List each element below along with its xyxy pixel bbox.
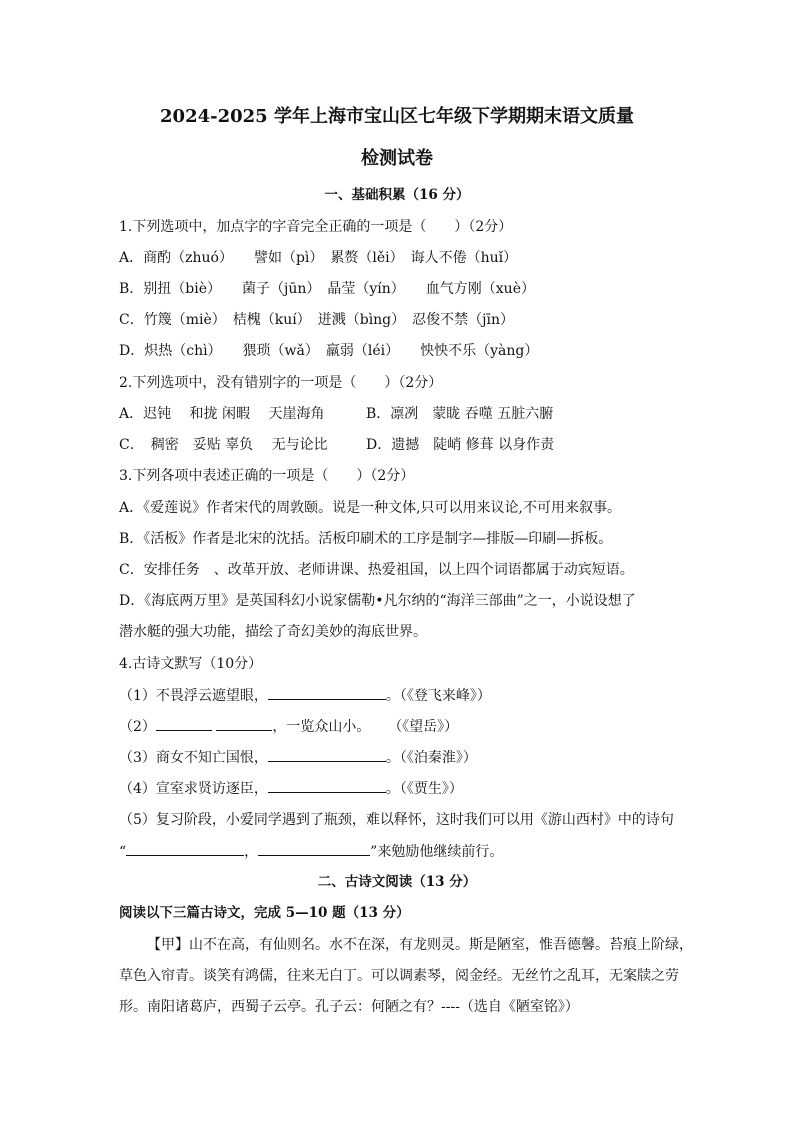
item-2-text: （2）	[119, 719, 156, 735]
item-5-tail: ”来勉励他继续前行。	[370, 844, 504, 860]
answer-blank[interactable]	[216, 716, 272, 731]
question-4-item-1	[119, 685, 491, 706]
passage-line-1: 【甲】山不在高，有仙则名。水不在深，有龙则灵。斯是陋室，惟吾德馨。苔痕上阶绿，	[147, 937, 693, 953]
item-2-line: ，一览众山小。	[272, 719, 371, 735]
item-1-source: 。（《登飞来峰》）	[385, 688, 491, 704]
exam-title-line2: 检测试卷	[361, 148, 433, 169]
question-2-option-c: C． 稠密 妥贴 辜负 无与论比	[119, 437, 328, 453]
item-1-text: （1）不畏浮云遮望眼，	[119, 688, 268, 704]
question-4-item-4	[119, 778, 463, 799]
question-4-stem: 4.古诗文默写（10分）	[119, 656, 263, 672]
item-4-text: （4）宣室求贤访逐臣，	[119, 781, 268, 797]
question-3-option-d: D．《海底两万里》是英国科幻小说家儒勒•凡尔纳的“海洋三部曲”之一，小说设想了	[119, 593, 636, 609]
question-4-item-3	[119, 747, 477, 768]
answer-blank[interactable]	[126, 841, 244, 856]
item-4-source: 。（《贾生》）	[385, 781, 463, 797]
question-1-option-a: A．商酌（zhuó） 譬如（pì） 累赘（lěi） 诲人不倦（huǐ）	[119, 250, 518, 266]
question-4-item-2	[119, 716, 458, 737]
question-3-option-d-continued: 潜水艇的强大功能，描绘了奇幻美妙的海底世界。	[119, 624, 427, 640]
question-1-option-d: D．炽热（chì） 猥琐（wǎ） 羸弱（léi） 怏怏不乐（yàng）	[119, 343, 539, 359]
question-3-option-c: C．安排任务 、改革开放、老师讲课、热爱祖国，以上四个词语都属于动宾短语。	[119, 562, 634, 578]
open-quote: “	[119, 844, 127, 860]
exam-title-line1: 2024-2025 学年上海市宝山区七年级下学期期末语文质量	[160, 106, 634, 127]
question-2-stem: 2.下列选项中，没有错别字的一项是（ ）（2分）	[119, 375, 443, 391]
question-1-stem: 1.下列选项中，加点字的字音完全正确的一项是（ ）（2分）	[119, 219, 513, 235]
passage-jia	[119, 930, 693, 1023]
question-4-item-5-answer-line	[119, 841, 503, 862]
question-4-item-5: （5）复习阶段，小爱同学遇到了瓶颈，难以释怀，这时我们可以用《游山西村》中的诗句	[119, 812, 674, 828]
item-2-source: （《望岳》）	[388, 719, 459, 735]
answer-blank[interactable]	[268, 747, 386, 762]
comma: ，	[244, 844, 259, 860]
item-3-text: （3）商女不知亡国恨，	[119, 750, 268, 766]
question-3-option-b: B．《活板》作者是北宋的沈括。活板印刷术的工序是制字—排版—印刷—拆板。	[119, 531, 613, 547]
question-3-stem: 3.下列各项中表述正确的一项是（ ）（2分）	[119, 468, 415, 484]
question-2-option-b: B．凛冽 蒙眬 吞噬 五脏六腑	[366, 406, 554, 422]
question-3-option-a: A．《爱莲说》作者宋代的周敦颐。说是一种文体,只可以用来议论,不可用来叙事。	[119, 500, 622, 516]
question-2-option-d: D．遗撼 陡峭 修葺 以身作责	[366, 437, 555, 453]
question-1-option-c: C．竹篾（miè） 桔槐（kuí） 迸溅（bìng） 忍俊不禁（jīn）	[119, 312, 514, 328]
section-heading-basics: 一、基础积累（16 分）	[324, 187, 470, 203]
answer-blank[interactable]	[268, 685, 386, 700]
passage-line-2: 草色入帘青。谈笑有鸿儒，往来无白丁。可以调素琴，阅金经。无丝竹之乱耳，无案牍之劳	[119, 968, 679, 984]
question-1-option-b: B．别扭（biè） 菌子（jūn） 晶莹（yín） 血气方刚（xuè）	[119, 281, 535, 297]
answer-blank[interactable]	[268, 778, 386, 793]
question-2-option-a: A．迟钝 和拢 闲暇 天崖海角	[119, 406, 325, 422]
reading-intro: 阅读以下三篇古诗文，完成 5—10 题（13 分）	[119, 905, 410, 921]
section-heading-classical-reading: 二、古诗文阅读（13 分）	[317, 874, 477, 890]
passage-line-3: 形。南阳诸葛庐，西蜀子云亭。孔子云：何陋之有？----（选自《陋室铭》）	[119, 999, 579, 1015]
item-3-source: 。（《泊秦淮》）	[385, 750, 477, 766]
answer-blank[interactable]	[258, 841, 370, 856]
answer-blank[interactable]	[156, 716, 212, 731]
